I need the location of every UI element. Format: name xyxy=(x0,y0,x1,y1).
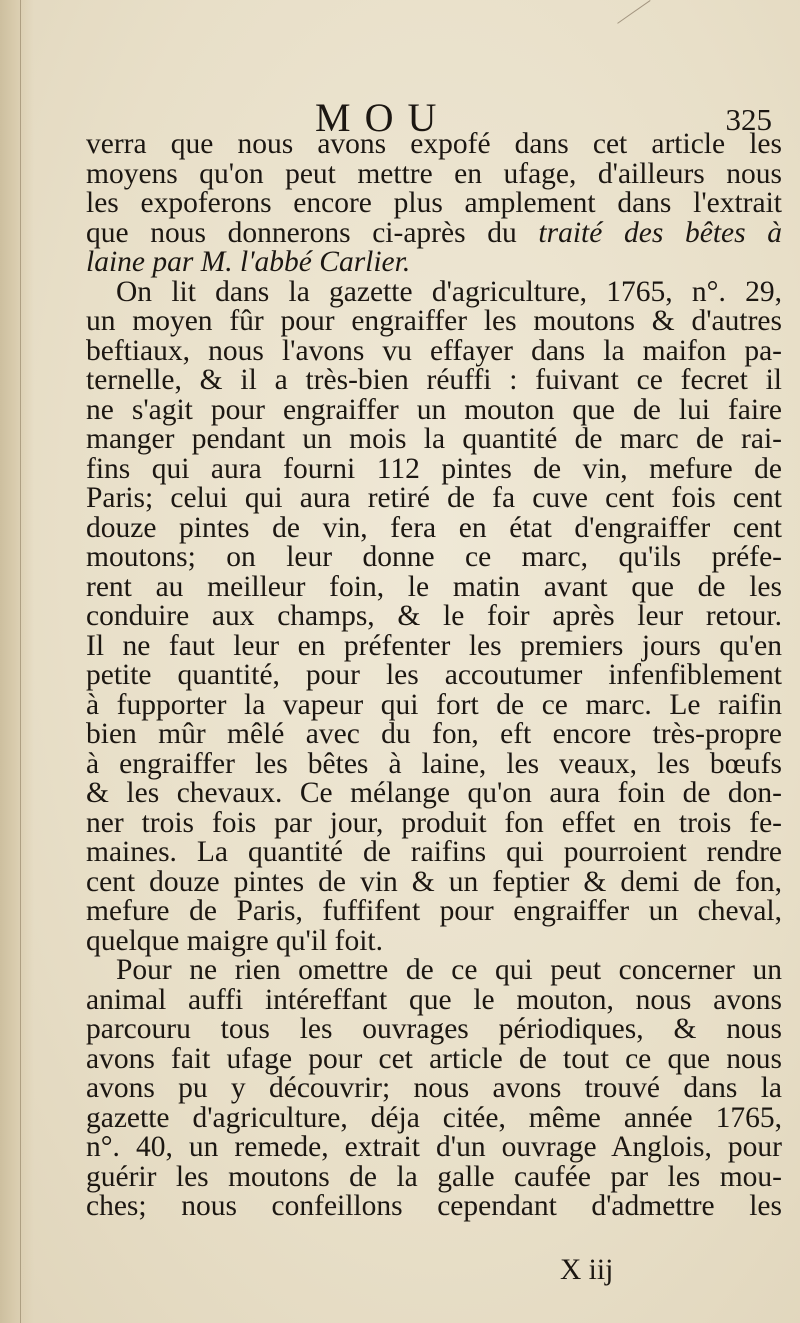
text-line: rent au meilleur foin, le matin avant que de les xyxy=(86,570,782,603)
gutter-edge xyxy=(20,0,21,1323)
text-line: moyens qu'on peut mettre en ufage, d'ailleurs nous xyxy=(86,157,782,190)
text-line: gazette d'agriculture, déja citée, même année 1765, xyxy=(86,1101,782,1134)
text-line: Paris; celui qui aura retiré de fa cuve cent fois cent xyxy=(86,482,782,514)
text-line: mefure de Paris, fuffifent pour engraiffer un cheval, xyxy=(86,895,782,927)
text-line: beftiaux, nous l'avons vu effayer dans la maifon pa- xyxy=(86,334,782,367)
text-line: avons pu y découvrir; nous avons trouvé dans la xyxy=(86,1072,782,1104)
text-line: que nous donnerons ci-après du traité des bêtes à xyxy=(86,216,782,249)
text-line: conduire aux champs, & le foir après leur retour. xyxy=(86,600,782,632)
page-number: 325 xyxy=(725,102,772,137)
text-line: ches; nous confeillons cependant d'admettre les xyxy=(86,1190,782,1222)
text-line: douze pintes de vin, fera en état d'engraiffer cent xyxy=(86,511,782,544)
text-line: Pour ne rien omettre de ce qui peut concerner un xyxy=(116,954,782,986)
text-line: parcouru tous les ouvrages périodiques, & nous xyxy=(86,1013,782,1045)
text-line: à fupporter la vapeur qui fort de ce marc. Le raifin xyxy=(86,688,782,721)
text-line: à engraiffer les bêtes à laine, les veaux, les bœufs xyxy=(86,747,782,780)
text-line: un moyen fûr pour engraiffer les moutons & d'autres xyxy=(86,305,782,337)
text-line: On lit dans la gazette d'agriculture, 1765, n°. 29, xyxy=(116,275,782,308)
text-line: laine par M. l'abbé Carlier. xyxy=(86,246,411,278)
text-line: avons fait ufage pour cet article de tout ce que nous xyxy=(86,1042,782,1075)
text-line: & les chevaux. Ce mélange qu'on aura foin de don- xyxy=(86,777,782,809)
text-line: guérir les moutons de la galle caufée par les mou- xyxy=(86,1160,782,1193)
signature-mark: X iij xyxy=(560,1254,614,1286)
text-line: petite quantité, pour les accoutumer infenfiblement xyxy=(86,659,782,691)
text-line: maines. La quantité de raifins qui pourroient rendre xyxy=(86,836,782,868)
text-line: fins qui aura fourni 112 pintes de vin, mefure de xyxy=(86,452,782,485)
text-line: moutons; on leur donne ce marc, qu'ils préfe- xyxy=(86,541,782,573)
text-line: animal auffi intéreffant que le mouton, nous avons xyxy=(86,983,782,1016)
running-head-title: MOU xyxy=(315,95,451,140)
text-line: ner trois fois par jour, produit fon effet en trois fe- xyxy=(86,806,782,839)
binding-gutter xyxy=(0,0,34,1323)
text-line: verra que nous avons expofé dans cet article les xyxy=(86,128,782,160)
text-line: ne s'agit pour engraiffer un mouton que de lui faire xyxy=(86,393,782,426)
text-line: ternelle, & il a très-bien réuffi : fuivant ce fecret il xyxy=(86,364,782,396)
text-line: les expoferons encore plus amplement dans l'extrait xyxy=(86,187,782,219)
text-line: quelque maigre qu'il foit. xyxy=(86,924,383,957)
text-line: manger pendant un mois la quantité de marc de rai- xyxy=(86,423,782,455)
body-text xyxy=(86,130,782,1222)
text-line: cent douze pintes de vin & un feptier & demi de fon, xyxy=(86,865,782,898)
text-line: Il ne faut leur en préfenter les premiers jours qu'en xyxy=(86,629,782,662)
text-line: bien mûr mêlé avec du fon, eft encore très-propre xyxy=(86,718,782,750)
text-line: n°. 40, un remede, extrait d'un ouvrage Anglois, pour xyxy=(86,1131,782,1163)
